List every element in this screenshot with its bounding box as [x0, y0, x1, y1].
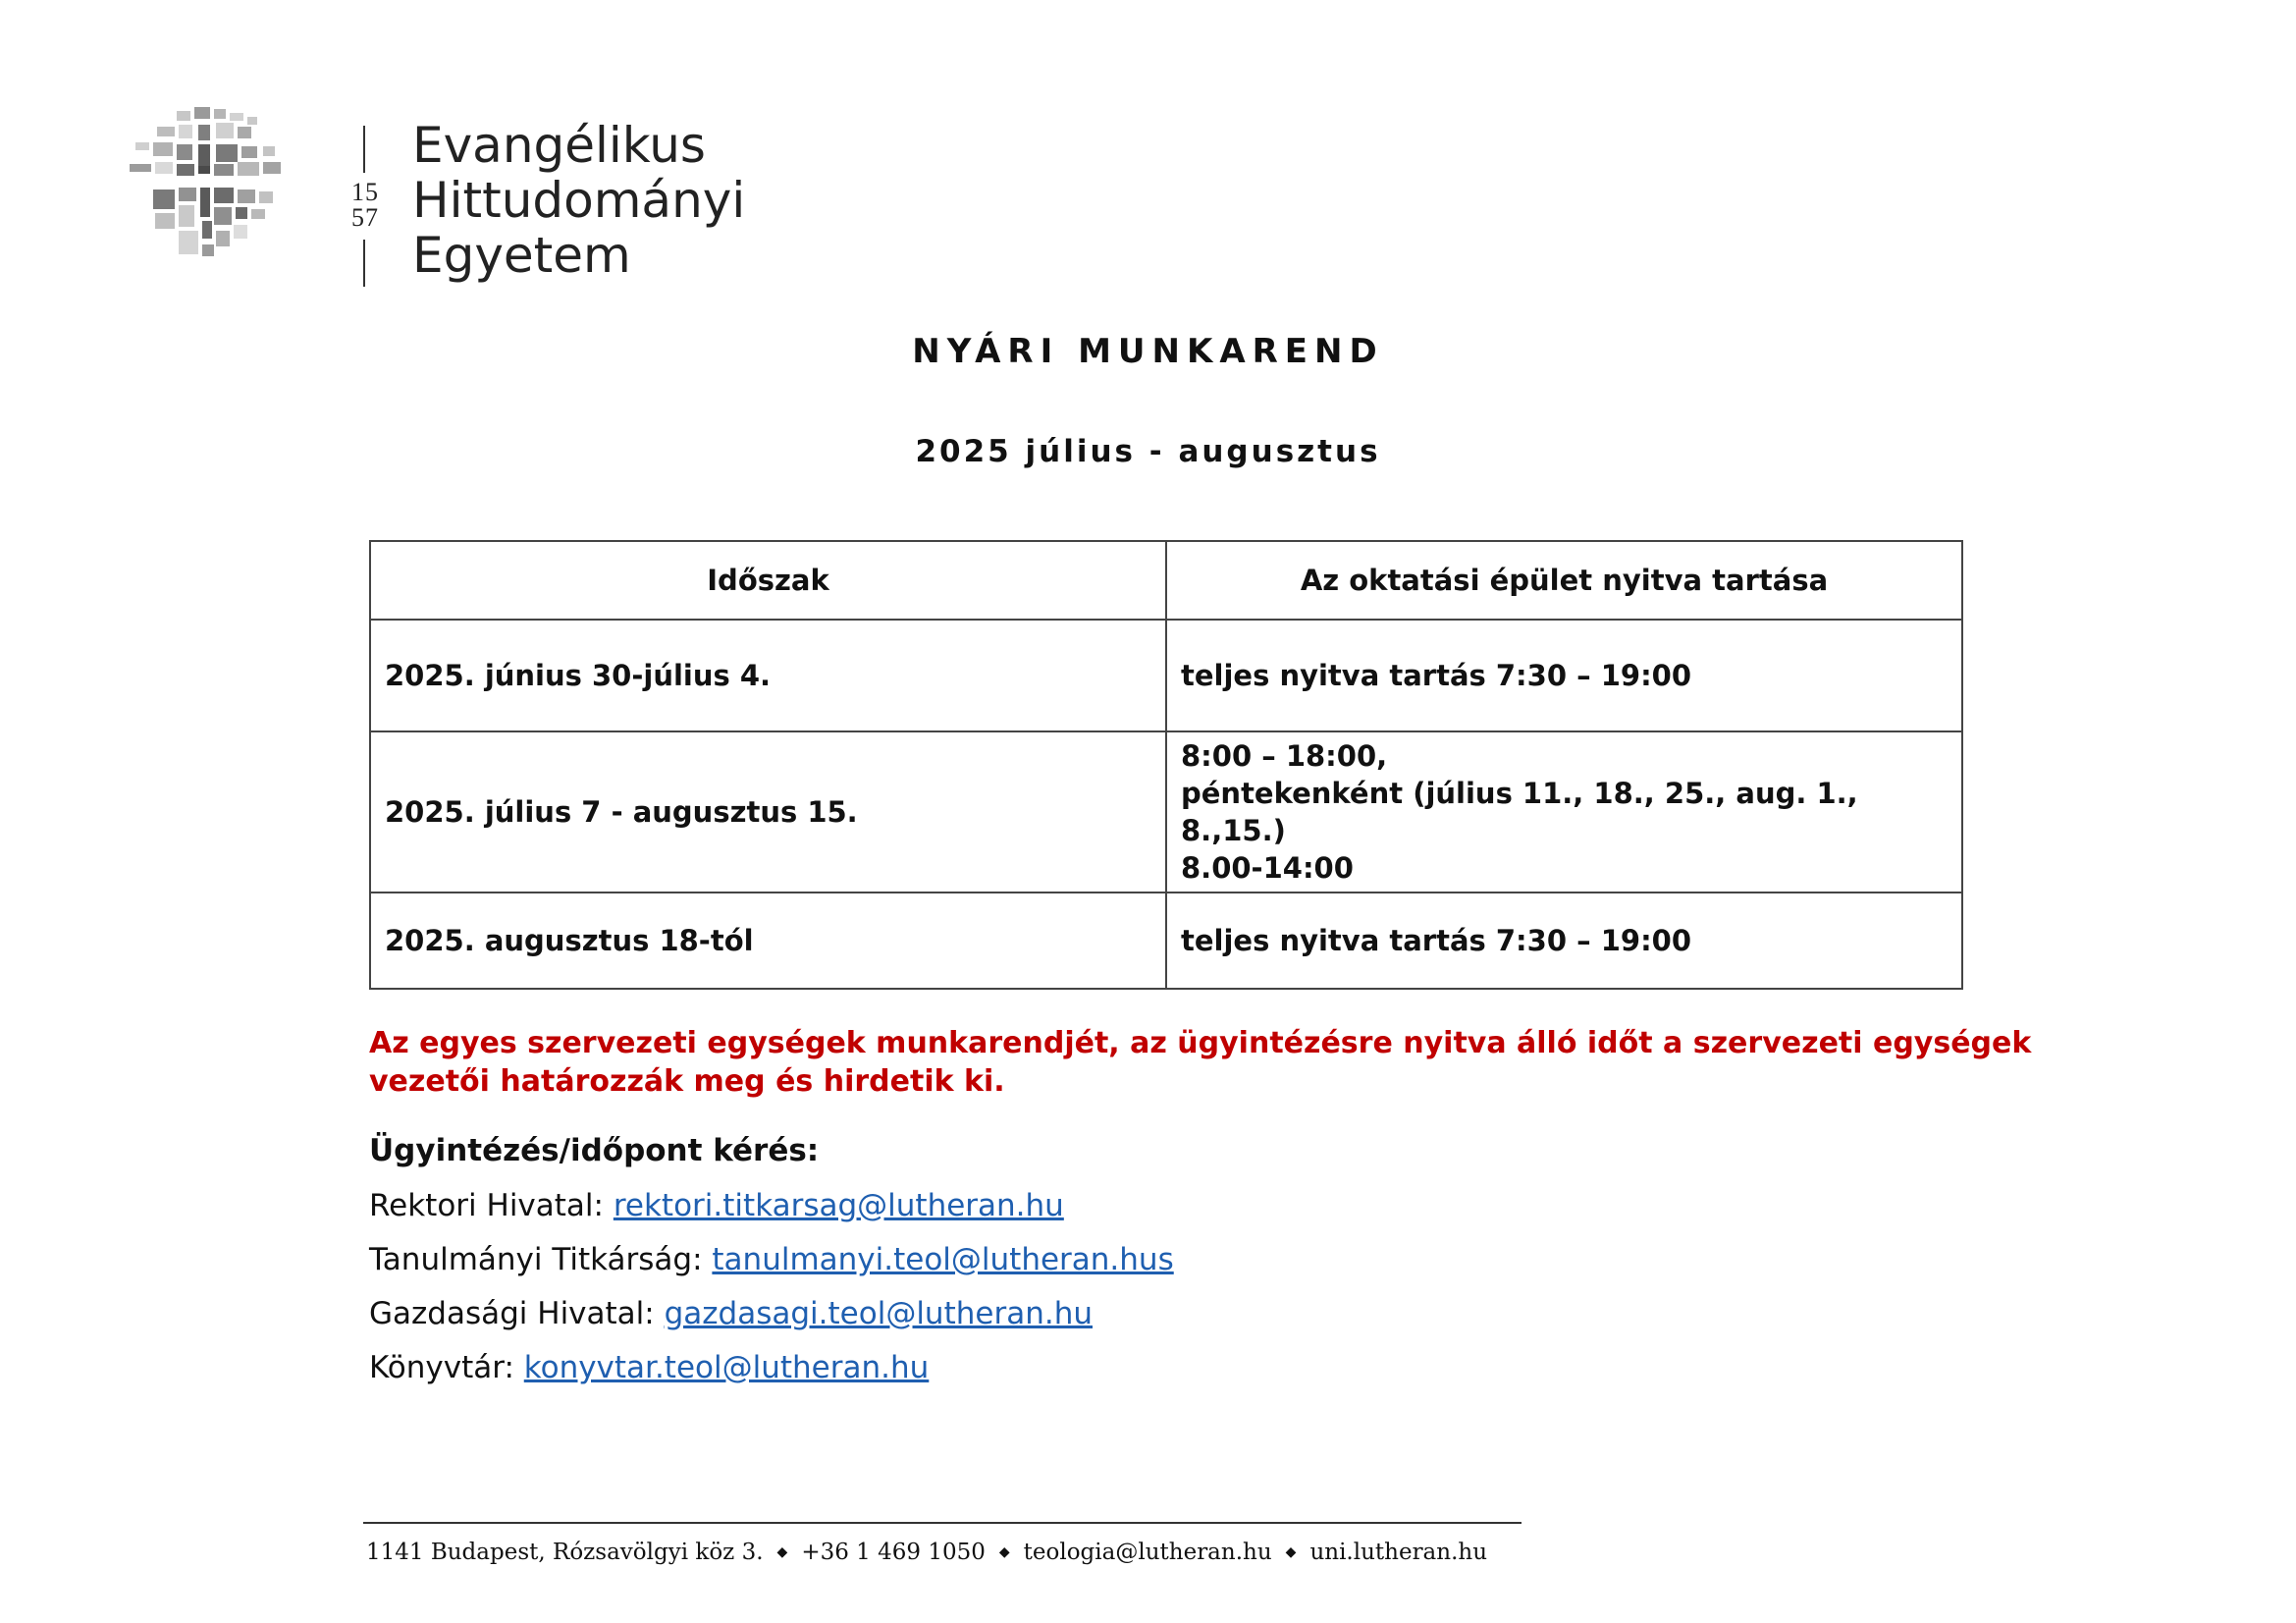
footer-address: 1141 Budapest, Rózsavölgyi köz 3.	[366, 1540, 764, 1565]
period-cell: 2025. július 7 - augusztus 15.	[370, 731, 1166, 893]
university-name-line3: Egyetem	[412, 227, 631, 284]
university-name-line1: Evangélikus	[412, 117, 706, 174]
column-header-opening-hours: Az oktatási épület nyitva tartása	[1166, 541, 1962, 620]
founding-year-top: 15	[351, 178, 379, 206]
schedule-table	[369, 540, 1963, 990]
logo-divider-top	[363, 126, 365, 173]
contact-email-link[interactable]: rektori.titkarsag@lutheran.hu	[613, 1188, 1064, 1223]
diamond-separator-icon: ◆	[998, 1544, 1010, 1560]
document-subtitle: 2025 július - augusztus	[915, 434, 1381, 469]
hours-line: teljes nyitva tartás 7:30 – 19:00	[1181, 659, 1692, 692]
contact-email-link[interactable]: gazdasagi.teol@lutheran.hu	[664, 1296, 1093, 1331]
founding-year-bottom: 57	[351, 203, 379, 232]
hours-line: péntekenként (július 11., 18., 25., aug. 1., 8.,15.)	[1181, 777, 1858, 847]
hours-line: 8.00-14:00	[1181, 851, 1354, 885]
hours-line: 8:00 – 18:00,	[1181, 739, 1388, 773]
notice-text: Az egyes szervezeti egységek munkarendjét, az ügyintézésre nyitva álló időt a szervezeti egységek vezetői határozzák meg és hirdetik ki.	[369, 1026, 2032, 1099]
footer-email: teologia@lutheran.hu	[1023, 1540, 1272, 1565]
contact-email-link[interactable]: tanulmanyi.teol@lutheran.hus	[712, 1242, 1174, 1277]
footer-phone: +36 1 469 1050	[801, 1540, 986, 1565]
diamond-separator-icon: ◆	[1285, 1544, 1297, 1560]
period-cell: 2025. június 30-július 4.	[370, 620, 1166, 731]
footer-website: uni.lutheran.hu	[1309, 1540, 1488, 1565]
column-header-period: Időszak	[370, 541, 1166, 620]
founding-year	[346, 180, 385, 231]
university-name	[412, 118, 745, 283]
contact-label: Könyvtár:	[369, 1350, 524, 1385]
logo-divider-bottom	[363, 240, 365, 287]
period-cell: 2025. augusztus 18-tól	[370, 893, 1166, 989]
contact-row	[369, 1295, 1174, 1349]
table-row	[370, 731, 1962, 893]
university-logo	[128, 103, 324, 309]
contacts-heading: Ügyintézés/időpont kérés:	[369, 1133, 820, 1168]
contact-row	[369, 1241, 1174, 1295]
hours-cell	[1166, 620, 1962, 731]
footer	[366, 1540, 1487, 1565]
university-name-line2: Hittudományi	[412, 172, 746, 229]
hours-line: teljes nyitva tartás 7:30 – 19:00	[1181, 924, 1692, 957]
hours-cell	[1166, 731, 1962, 893]
contact-email-link[interactable]: konyvtar.teol@lutheran.hu	[523, 1350, 930, 1385]
footer-divider	[363, 1522, 1522, 1524]
hours-cell	[1166, 893, 1962, 989]
table-row	[370, 893, 1962, 989]
table-header-row	[370, 541, 1962, 620]
contact-label: Tanulmányi Titkárság:	[369, 1242, 713, 1277]
contacts-section	[369, 1132, 1174, 1403]
document-title: NYÁRI MUNKAREND	[912, 332, 1384, 371]
contact-row	[369, 1349, 1174, 1403]
contact-row	[369, 1187, 1174, 1241]
diamond-separator-icon: ◆	[776, 1544, 788, 1560]
contact-label: Rektori Hivatal:	[369, 1188, 614, 1223]
table-row	[370, 620, 1962, 731]
contact-label: Gazdasági Hivatal:	[369, 1296, 665, 1331]
